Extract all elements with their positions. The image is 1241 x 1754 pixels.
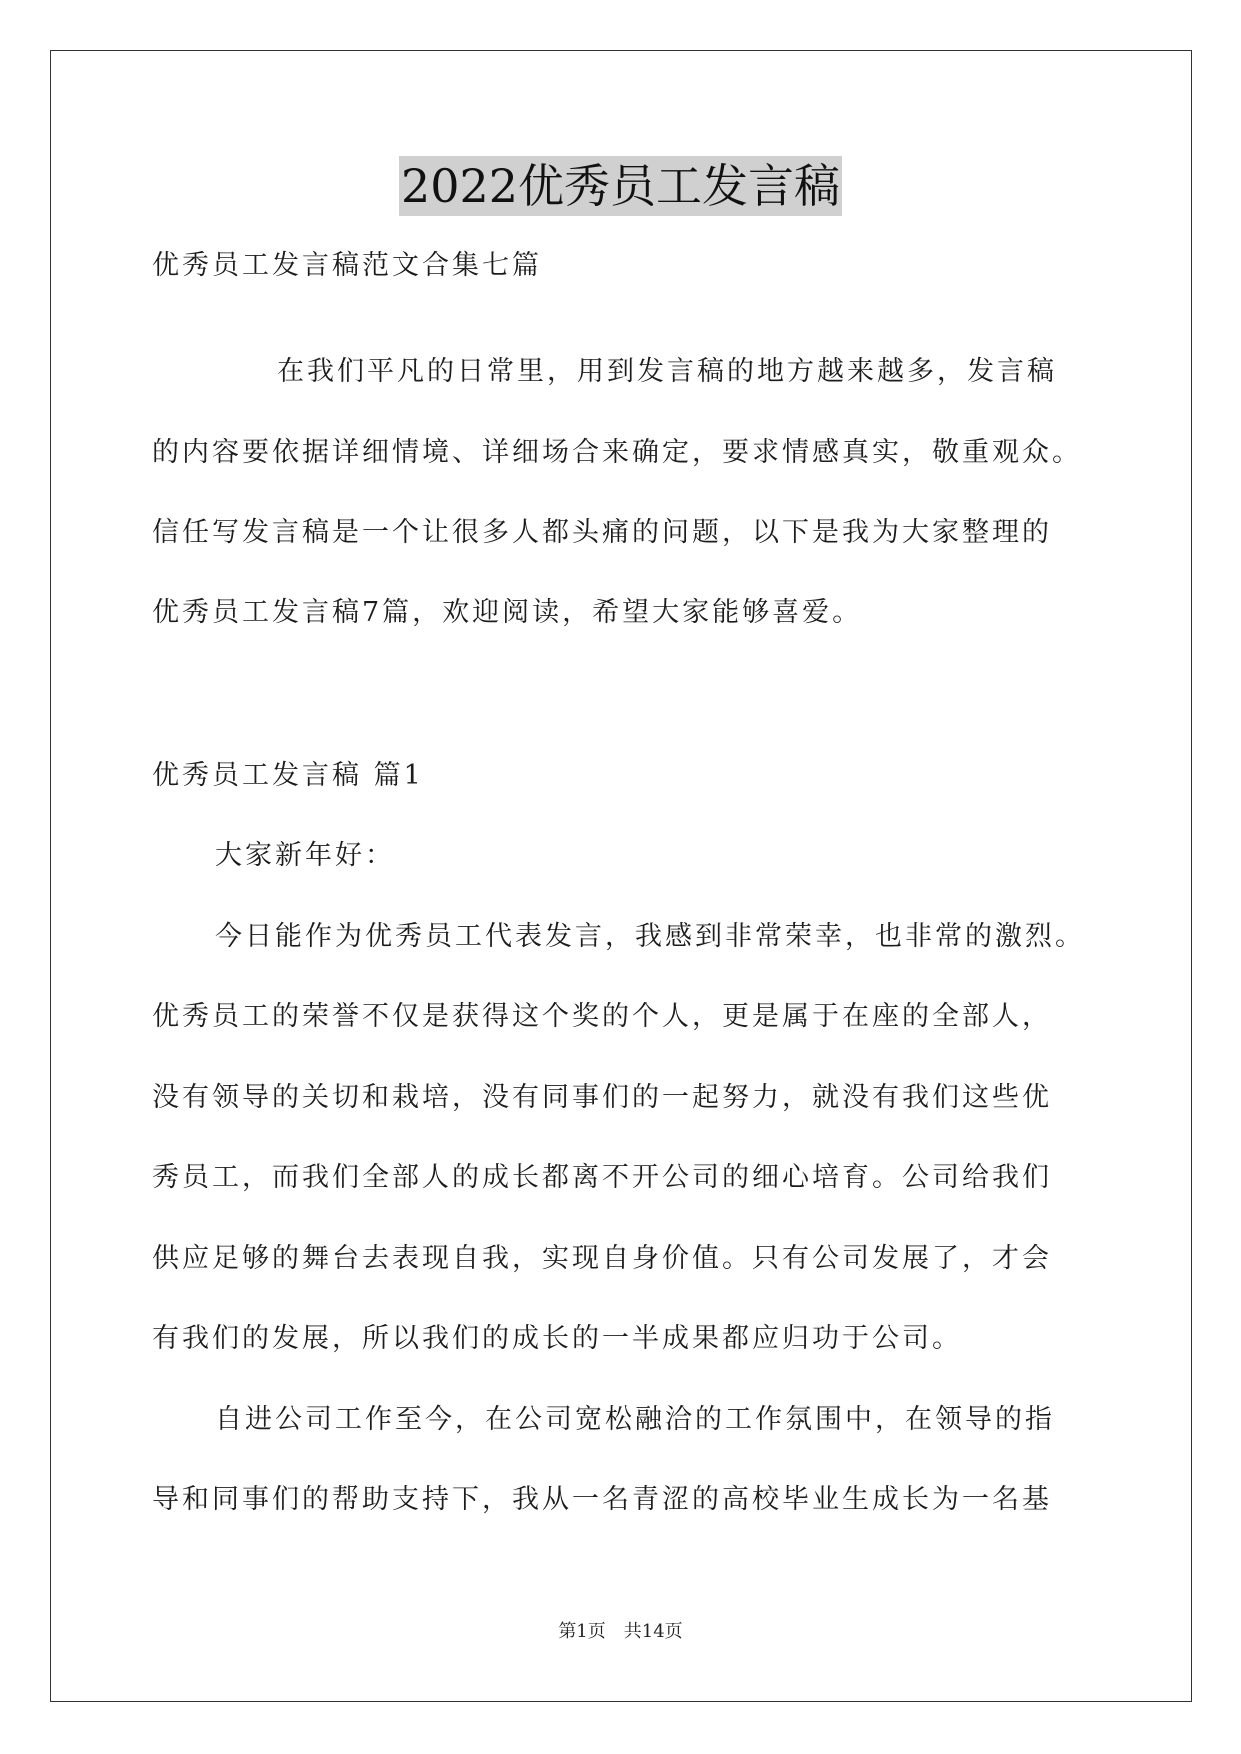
greeting: 大家新年好： [215,840,395,871]
page-number-total: 共14页 [623,1621,683,1642]
body-line: 供应足够的舞台去表现自我，实现自身价值。只有公司发展了，才会 [152,1243,1052,1274]
body-line: 自进公司工作至今，在公司宽松融洽的工作氛围中，在领导的指 [215,1404,1055,1435]
intro-line: 信任写发言稿是一个让很多人都头痛的问题，以下是我为大家整理的 [152,517,1052,548]
body-line: 有我们的发展，所以我们的成长的一半成果都应归功于公司。 [152,1323,962,1354]
page-border [50,50,1192,1702]
document-subtitle: 优秀员工发言稿范文合集七篇 [152,250,542,281]
body-line: 导和同事们的帮助支持下，我从一名青涩的高校毕业生成长为一名基 [152,1484,1052,1515]
intro-line: 优秀员工发言稿7篇，欢迎阅读，希望大家能够喜爱。 [152,597,863,628]
body-line: 没有领导的关切和栽培，没有同事们的一起努力，就没有我们这些优 [152,1082,1052,1113]
page-number-current: 第1页 [558,1621,606,1642]
intro-line: 在我们平凡的日常里，用到发言稿的地方越来越多，发言稿 [277,356,1057,387]
title-container [0,156,1241,216]
page-footer [0,1620,1241,1644]
body-line: 秀员工，而我们全部人的成长都离不开公司的细心培育。公司给我们 [152,1162,1052,1193]
body-line: 优秀员工的荣誉不仅是获得这个奖的个人，更是属于在座的全部人， [152,1001,1052,1032]
intro-line: 的内容要依据详细情境、详细场合来确定，要求情感真实，敬重观众。 [152,437,1082,468]
section-heading: 优秀员工发言稿 篇1 [152,760,424,791]
body-line: 今日能作为优秀员工代表发言，我感到非常荣幸，也非常的激烈。 [215,921,1085,952]
document-title: 2022优秀员工发言稿 [399,156,842,216]
